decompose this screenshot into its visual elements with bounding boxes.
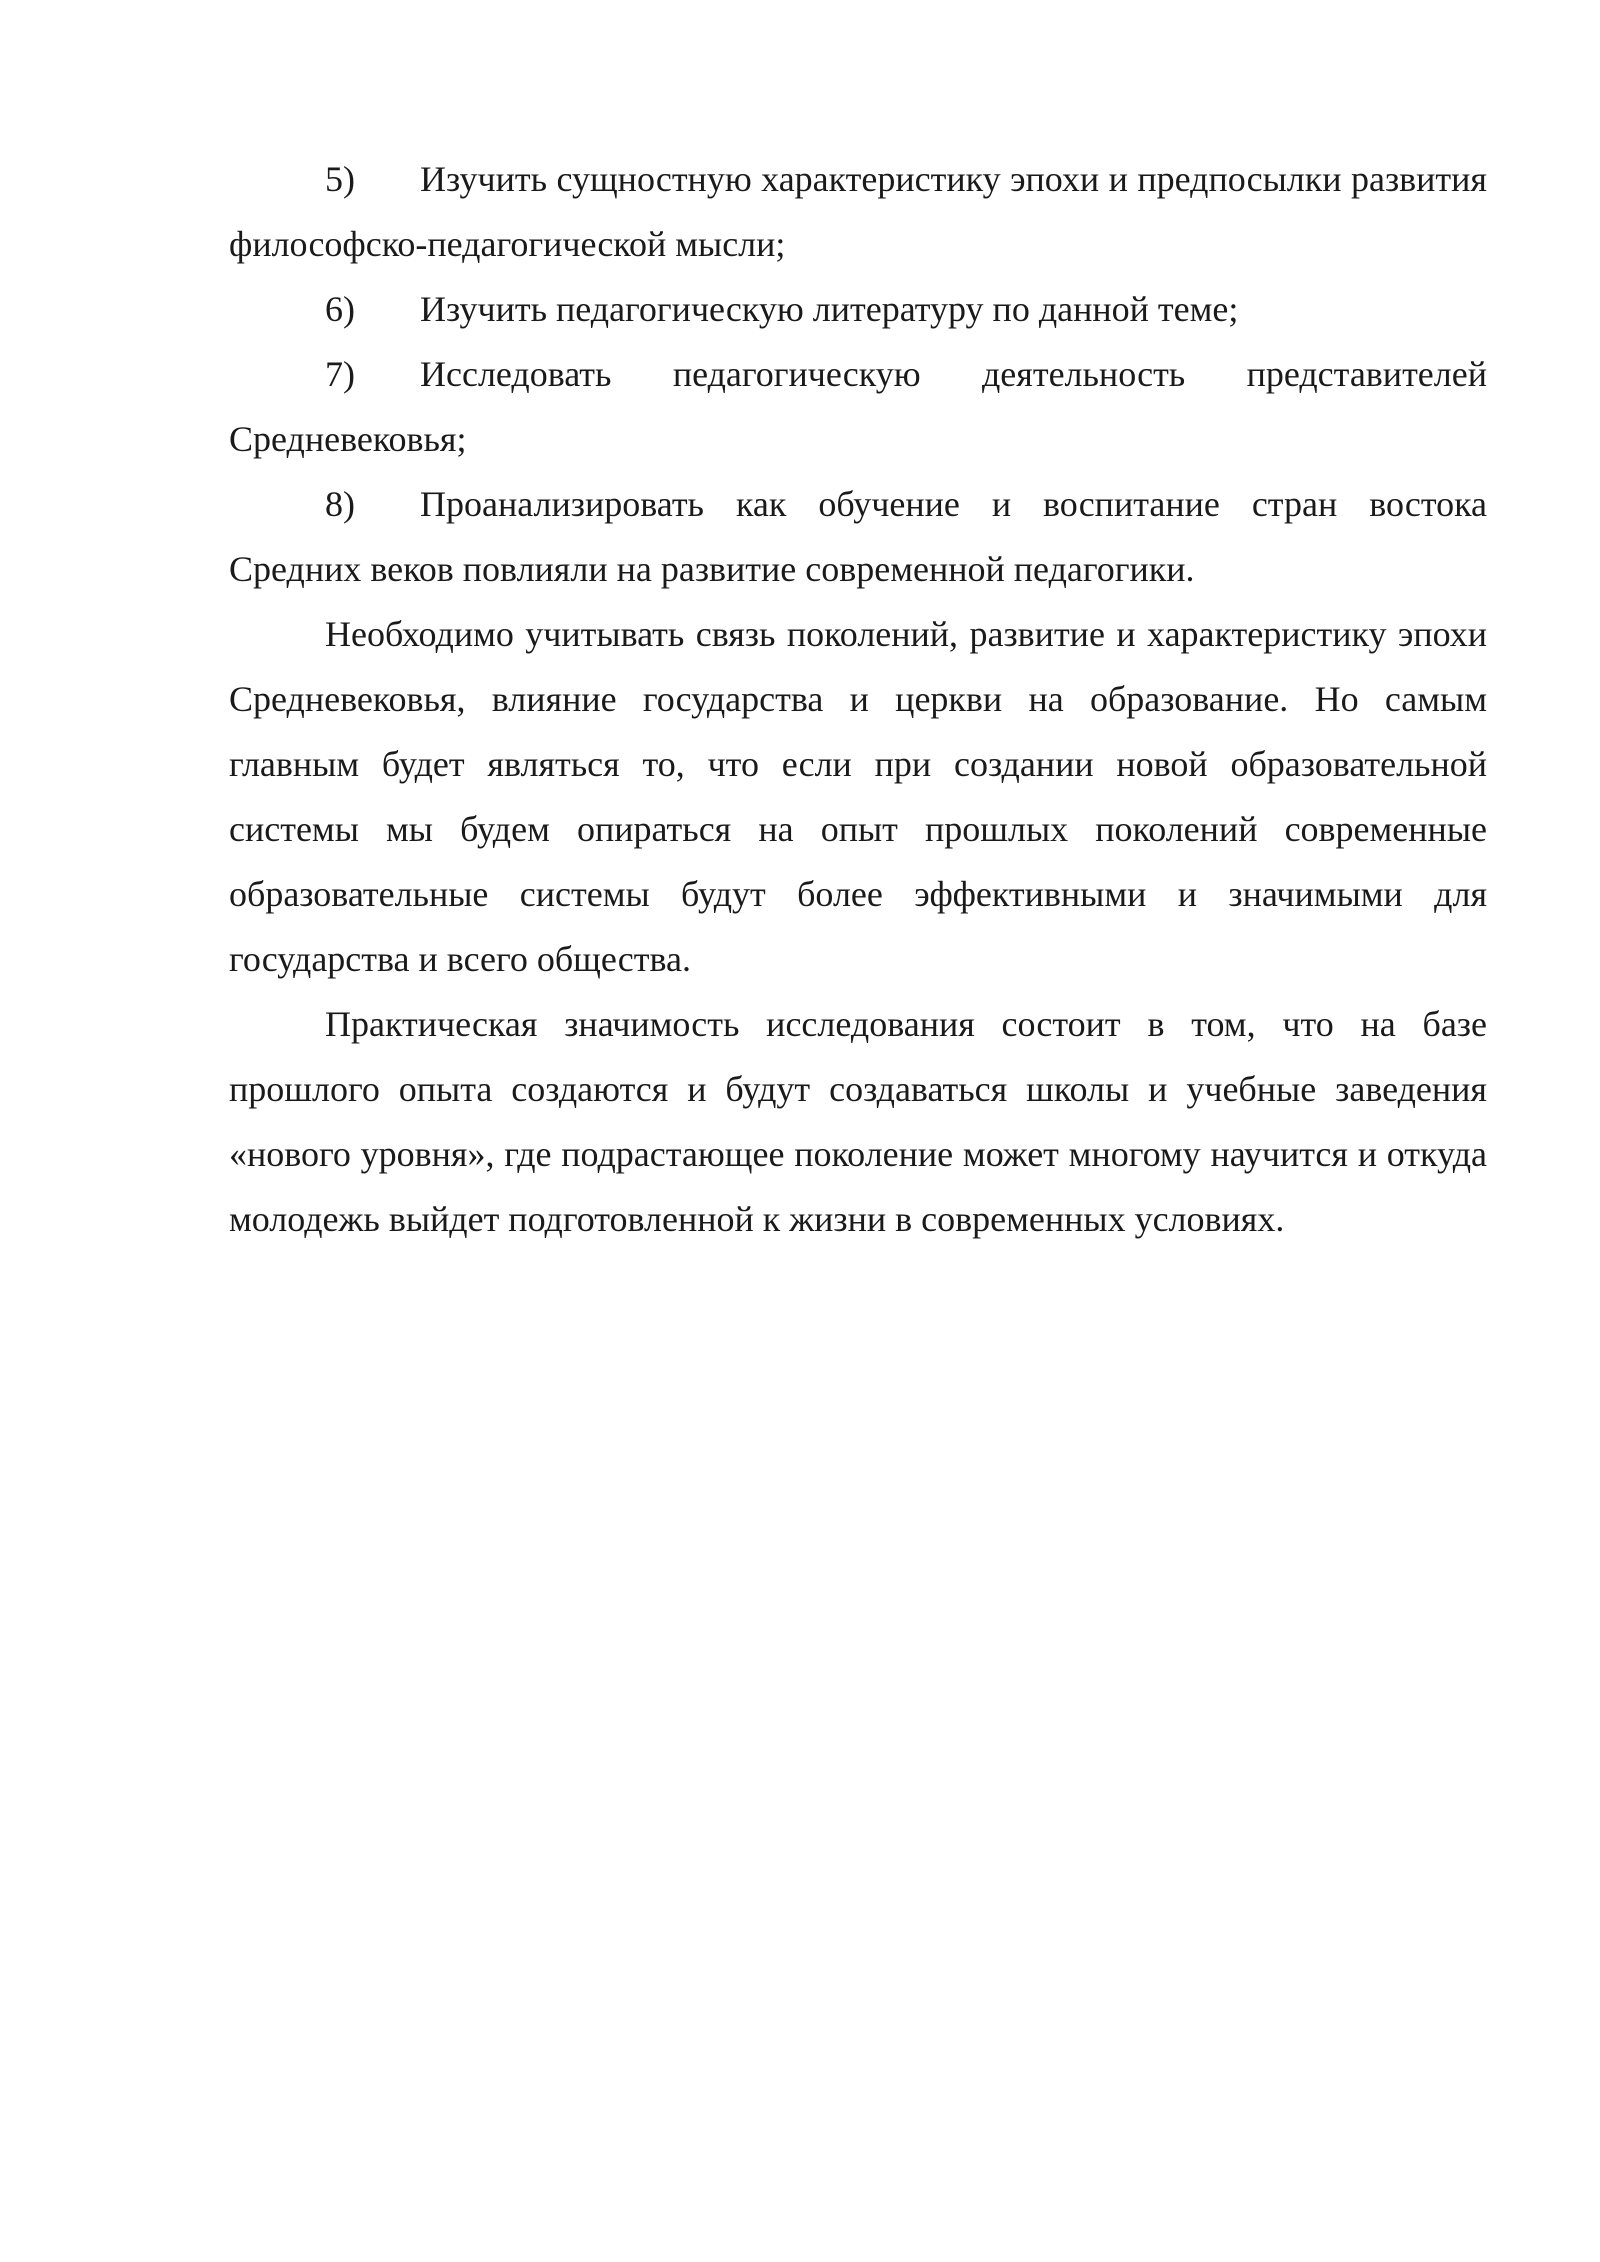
list-item-7 [229,342,1487,472]
list-item-number: 5) [325,159,355,199]
list-item-text: Изучить педагогическую литературу по данной теме; [420,289,1239,329]
list-item-text: Исследовать педагогическую деятельность представителей Средневековья; [229,354,1487,459]
list-item-5 [229,147,1487,277]
list-item-number: 6) [325,289,355,329]
list-item-text: Изучить сущностную характеристику эпохи и предпосылки развития философско-педагогической мысли; [229,159,1487,264]
list-item-6 [229,277,1487,342]
paragraph-generations: Необходимо учитывать связь поколений, развитие и характеристику эпохи Средневековья, влияние государства и церкви на образование. Но самым главным будет являться то, что если при создании новой образовательной системы мы будем опираться на опыт прошлых поколений современные образовательные системы будут более эффективными и значимыми для государства и всего общества. [229,614,1487,979]
list-item-number: 8) [325,484,355,524]
list-item-text: Проанализировать как обучение и воспитание стран востока Средних веков повлияли на развитие современной педагогики. [229,484,1487,589]
list-item-8 [229,472,1487,602]
document-body [229,147,1487,1252]
paragraph-practical-significance: Практическая значимость исследования состоит в том, что на базе прошлого опыта создаются и будут создаваться школы и учебные заведения «нового уровня», где подрастающее поколение может многому научится и откуда молодежь выйдет подготовленной к жизни в современных условиях. [229,1004,1487,1239]
list-item-number: 7) [325,354,355,394]
